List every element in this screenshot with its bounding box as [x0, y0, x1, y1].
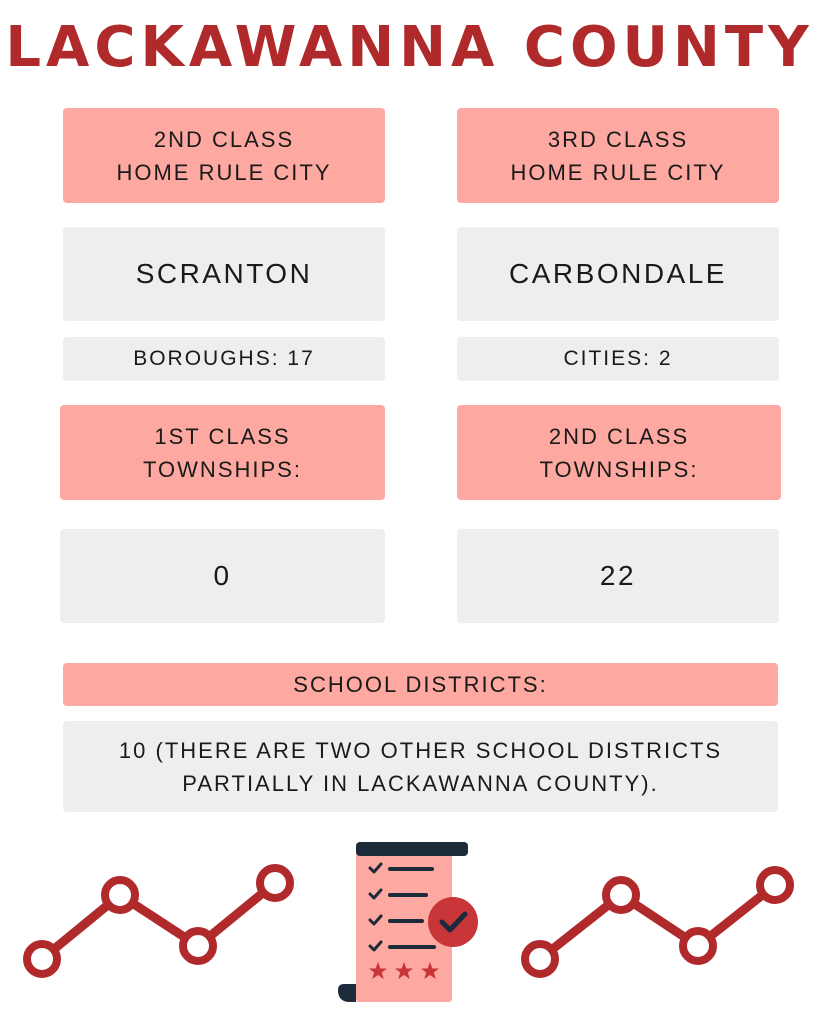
- boroughs-count: BOROUGHS: 17: [133, 347, 315, 370]
- right-city-card: [457, 227, 779, 321]
- page-title: LACKAWANNA COUNTY: [5, 15, 814, 80]
- right-class-header: [457, 108, 779, 203]
- left-city-card: [63, 227, 385, 321]
- right-class-line-2: HOME RULE CITY: [510, 159, 726, 185]
- first-class-townships-line-1: 1ST CLASS: [154, 423, 291, 449]
- second-class-townships-line-2: TOWNSHIPS:: [539, 456, 699, 482]
- school-districts-card: [63, 721, 778, 812]
- first-class-townships-line-2: TOWNSHIPS:: [143, 456, 302, 482]
- second-class-townships-line-1: 2ND CLASS: [548, 423, 690, 449]
- first-class-townships-header: [60, 405, 385, 500]
- school-districts-line-2: PARTIALLY IN LACKAWANNA COUNTY).: [182, 770, 659, 796]
- left-city-name: SCRANTON: [135, 258, 313, 289]
- line-graph-icon: [500, 855, 810, 985]
- school-districts-line-1: 10 (THERE ARE TWO OTHER SCHOOL DISTRICTS: [118, 737, 723, 763]
- school-districts-heading: SCHOOL DISTRICTS:: [293, 671, 548, 697]
- cities-count: CITIES: 2: [563, 347, 673, 370]
- left-class-line-1: 2ND CLASS: [153, 126, 295, 152]
- first-class-townships-value-card: [60, 529, 385, 623]
- second-class-townships-value: 22: [599, 560, 637, 591]
- boroughs-card: [63, 337, 385, 381]
- left-class-header: [63, 108, 385, 203]
- line-graph-icon: [0, 855, 310, 985]
- right-class-line-1: 3RD CLASS: [547, 126, 689, 152]
- left-class-line-2: HOME RULE CITY: [116, 159, 332, 185]
- second-class-townships-header: [457, 405, 781, 500]
- school-districts-header: [63, 663, 778, 706]
- checklist-scroll-icon: [330, 838, 490, 1008]
- second-class-townships-value-card: [457, 529, 779, 623]
- cities-card: [457, 337, 779, 381]
- right-city-name: CARBONDALE: [509, 258, 727, 289]
- first-class-townships-value: 0: [213, 560, 232, 591]
